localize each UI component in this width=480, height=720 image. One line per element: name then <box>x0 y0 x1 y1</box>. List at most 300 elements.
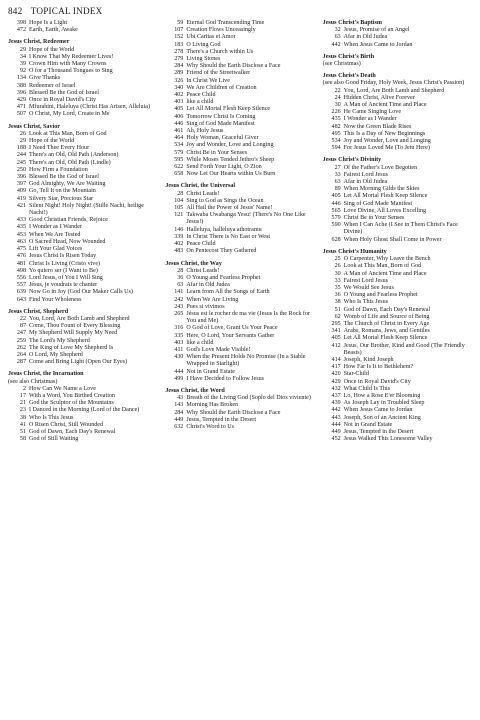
hymn-title: Blessed Be the God of Israel <box>29 174 99 181</box>
hymn-title: Fairest Lord Jesus <box>343 277 388 284</box>
hymn-number: 22 <box>334 87 341 94</box>
hymn-title: With a Word, You Birthed Creation <box>29 392 115 399</box>
hymn-title: Crown Him with Many Crowns <box>29 61 107 68</box>
hymn-number: 87 <box>19 323 26 330</box>
hymn-title: Jesus, Promise of an Angel <box>343 27 410 34</box>
hymn-title: Afar in Old Judea <box>343 179 388 186</box>
hymn-title: Go, Tell It on the Mountain <box>29 188 96 195</box>
hymn-title: A Man of Ancient Time and Place <box>343 270 427 277</box>
hymn-number: 420 <box>331 371 341 378</box>
index-entry <box>323 186 470 193</box>
hymn-number: 556 <box>16 274 26 281</box>
index-entry <box>323 436 470 443</box>
index-entry <box>165 395 312 402</box>
hymn-number: 579 <box>331 215 341 222</box>
hymn-title: Now Go in Joy (God Our Maker Calls Us) <box>29 289 133 296</box>
hymn-title: Of the Father's Love Begotten <box>343 164 418 171</box>
hymn-title: God of Still Waiting <box>29 436 79 443</box>
hymn-title: Jesus, Our Brother, Kind and Good (The Friendly Beasts) <box>343 342 465 356</box>
index-entry <box>165 340 312 347</box>
index-entry <box>323 193 470 200</box>
hymn-number: 36 <box>177 274 184 281</box>
hymn-number: 38 <box>334 299 341 306</box>
hymn-title: Sing to God as Sings the Ocean <box>186 197 264 204</box>
index-entry <box>8 275 155 282</box>
hymn-title: O Christ, My Lord, Create in Me <box>29 111 110 118</box>
hymn-number: 639 <box>16 289 26 296</box>
hymn-number: 341 <box>331 328 341 335</box>
hymn-number: 41 <box>19 421 26 428</box>
index-entry <box>8 345 155 352</box>
index-entry <box>323 386 470 393</box>
hymn-title: God of Dawn, Each Day's Renewal <box>29 428 116 435</box>
hymn-number: 397 <box>16 181 26 188</box>
hymn-title: Earth, Earth, Awake <box>29 27 78 34</box>
index-entry <box>323 314 470 321</box>
hymn-title: O Young and Fearless Prophet <box>343 292 418 299</box>
hymn-number: 63 <box>334 179 341 186</box>
index-entry <box>8 268 155 275</box>
hymn-number: 121 <box>174 212 184 219</box>
hymn-number: 429 <box>16 97 26 104</box>
index-entry <box>165 354 312 368</box>
hymn-number: 419 <box>16 195 26 202</box>
hymn-number: 38 <box>19 414 26 421</box>
hymn-title: In Christ There is No East or West <box>186 233 271 240</box>
hymn-number: 134 <box>16 75 26 82</box>
hymn-title: Jésus, je voudrais te chanter <box>29 282 98 289</box>
hymn-number: 411 <box>174 346 184 353</box>
hymn-number: 259 <box>16 337 26 344</box>
hymn-number: 335 <box>174 332 184 339</box>
hymn-title: Silent Night! Holy Night! (Stille Nacht, heilige Nacht!) <box>29 202 144 217</box>
hymn-number: 409 <box>16 188 26 195</box>
hymn-number: 406 <box>174 113 184 120</box>
hymn-title: Hope of the World <box>29 138 75 145</box>
hymn-number: 245 <box>16 159 26 166</box>
hymn-number: 244 <box>16 152 26 159</box>
index-entry <box>165 410 312 417</box>
hymn-number: 262 <box>16 344 26 351</box>
index-entry <box>165 191 312 198</box>
index-entry <box>165 325 312 332</box>
hymn-number: 565 <box>331 207 341 214</box>
index-section <box>323 20 470 49</box>
index-entry <box>8 217 155 224</box>
hymn-number: 30 <box>334 270 341 277</box>
section-heading: Jesus Christ, the Word <box>165 387 225 394</box>
section-see-also: (see also Good Friday, Holy Week, Jesus Christ's Passion) <box>322 80 465 87</box>
index-entry <box>8 174 155 181</box>
hymn-number: 453 <box>16 231 26 238</box>
hymn-number: 388 <box>16 82 26 89</box>
index-entry <box>323 429 470 436</box>
hymn-title: Come, Thou Fount of Every Blessing <box>29 323 121 330</box>
index-entry <box>8 253 155 260</box>
hymn-title: How Far Is It to Bethlehem? <box>343 364 414 371</box>
index-entry <box>165 241 312 248</box>
hymn-number: 339 <box>174 233 184 240</box>
hymn-title: Learn from All the Songs of Earth <box>186 289 270 296</box>
hymn-number: 643 <box>16 296 26 303</box>
index-entry <box>165 78 312 85</box>
hymn-title: Christ Be in Your Senses <box>186 149 248 156</box>
index-entry <box>8 246 155 253</box>
hymn-title: The King of Love My Shepherd Is <box>29 344 114 351</box>
hymn-title: Let All Mortal Flesh Keep Silence <box>186 106 271 113</box>
index-section <box>8 20 155 34</box>
hymn-title: Pues si vivimos <box>186 303 225 310</box>
hymn-number: 51 <box>19 428 26 435</box>
index-entry <box>165 198 312 205</box>
index-entry <box>165 121 312 128</box>
hymn-title: Jesus, Tempted in the Desert <box>343 428 414 435</box>
index-entry <box>323 237 470 244</box>
index-entry <box>165 171 312 178</box>
index-entry <box>323 131 470 138</box>
index-entry <box>165 333 312 340</box>
hymn-title: When Morning Gilds the Skies <box>343 186 420 193</box>
hymn-title: Hope Is a Light <box>29 20 68 26</box>
hymn-title: Who Is This Jesus <box>343 299 389 306</box>
section-heading: Jesus Christ's Death <box>322 73 376 80</box>
index-entry <box>323 172 470 179</box>
hymn-number: 264 <box>16 351 26 358</box>
hymn-title: God Almighty, We Are Waiting <box>29 181 106 188</box>
hymn-title: Jésus est le rocher de ma vie (Jesus Is the Rock for You and Me) <box>186 310 311 325</box>
hymn-title: O Risen Christ, Still Wounded <box>29 421 104 428</box>
section-heading: Jesus Christ's Humanity <box>322 248 387 255</box>
hymn-number: 34 <box>19 53 26 60</box>
hymn-title: Now the Green Blade Rises <box>343 123 412 130</box>
section-heading: Jesus Christ, Shepherd <box>8 308 69 315</box>
index-entry <box>323 95 470 102</box>
hymn-number: 104 <box>174 197 184 204</box>
hymn-number: 482 <box>331 123 341 130</box>
hymn-title: Here, O Lord, Your Servants Gather <box>186 332 275 339</box>
hymn-number: 340 <box>174 84 184 91</box>
hymn-title: A Man of Ancient Time and Place <box>343 102 427 109</box>
hymn-number: 278 <box>174 48 184 55</box>
index-entry <box>323 263 470 270</box>
hymn-number: 446 <box>331 200 341 207</box>
hymn-number: 433 <box>16 217 26 224</box>
hymn-number: 141 <box>174 289 184 296</box>
hymn-title: My Shepherd Will Supply My Need <box>29 330 118 337</box>
hymn-title: I Wonder as I Wander <box>343 116 397 123</box>
index-section <box>8 39 155 118</box>
hymn-number: 39 <box>19 61 26 68</box>
hymn-title: Joseph, Kind Joseph <box>343 356 394 363</box>
hymn-title: You, Lord, Are Both Lamb and Shepherd <box>29 315 130 322</box>
hymn-number: 442 <box>331 407 341 414</box>
index-entry <box>323 292 470 299</box>
hymn-title: Joy and Wonder, Love and Longing <box>186 142 274 149</box>
hymn-number: 25 <box>334 256 341 263</box>
hymn-number: 595 <box>174 156 184 163</box>
hymn-title: Redeemer of Israel <box>29 82 76 89</box>
hymn-title: Womb of Life and Source of Being <box>343 313 430 320</box>
hymn-title: The Lord's My Shepherd <box>29 337 90 344</box>
hymn-number: 43 <box>177 395 184 402</box>
hymn-number: 417 <box>331 364 341 371</box>
index-entry <box>8 261 155 268</box>
hymn-title: What Child Is This <box>343 385 391 392</box>
hymn-title: We Would See Jesus <box>343 284 394 291</box>
hymn-number: 26 <box>334 263 341 270</box>
hymn-title: Christ Be in Your Senses <box>343 215 405 222</box>
hymn-number: 27 <box>334 164 341 171</box>
hymn-number: 17 <box>19 392 26 399</box>
index-entry <box>8 20 155 27</box>
index-entry <box>165 85 312 92</box>
index-entry <box>323 343 470 357</box>
hymn-title: We Are Children of Creation <box>186 84 257 91</box>
hymn-number: 36 <box>334 292 341 299</box>
hymn-number: 435 <box>16 224 26 231</box>
hymn-number: 396 <box>16 89 26 96</box>
hymn-title: Jesus Walked This Lonesome Valley <box>343 436 433 443</box>
hymn-number: 461 <box>174 128 184 135</box>
index-entry <box>323 34 470 41</box>
hymn-title: O Young and Fearless Prophet <box>186 274 261 281</box>
hymn-number: 188 <box>16 145 26 152</box>
index-entry <box>8 181 155 188</box>
hymn-number: 2 <box>22 385 26 392</box>
index-columns <box>8 20 470 448</box>
index-entry <box>8 167 155 174</box>
hymn-title: How Can We Name a Love <box>29 385 96 392</box>
hymn-number: 444 <box>331 421 341 428</box>
section-see-also: (see Christmas) <box>322 61 361 68</box>
hymn-title: Holy Woman, Graceful Giver <box>186 135 259 142</box>
hymn-number: 247 <box>16 330 26 337</box>
index-entry <box>323 145 470 152</box>
index-entry <box>323 321 470 328</box>
hymn-number: 421 <box>16 202 26 209</box>
hymn-title: This Is a Day of New Beginnings <box>343 130 426 137</box>
hymn-title: O Living God <box>186 41 221 48</box>
index-entry <box>8 111 155 118</box>
index-column-1 <box>8 20 155 448</box>
hymn-number: 107 <box>174 27 184 34</box>
index-entry <box>323 165 470 172</box>
index-section <box>8 309 155 367</box>
index-entry <box>165 376 312 383</box>
index-entry <box>323 415 470 422</box>
index-entry <box>165 20 312 27</box>
hymn-title: Love Divine, All Loves Excelling <box>343 207 427 214</box>
hymn-number: 475 <box>16 246 26 253</box>
index-entry <box>165 311 312 325</box>
index-entry <box>165 114 312 121</box>
hymn-number: 92 <box>19 68 26 75</box>
hymn-title: When We Are Tested <box>29 231 81 238</box>
hymn-title: Lift Your Glad Voices <box>29 246 83 253</box>
hymn-number: 437 <box>331 392 341 399</box>
hymn-title: Star-Child <box>343 371 369 378</box>
hymn-number: 242 <box>174 296 184 303</box>
hymn-title: I Wonder as I Wander <box>29 224 82 231</box>
hymn-title: Blessed Be the God of Israel <box>29 89 99 96</box>
index-entry <box>165 424 312 431</box>
index-column-3 <box>323 20 470 448</box>
hymn-number: 89 <box>334 186 341 193</box>
index-entry <box>165 49 312 56</box>
index-entry <box>323 422 470 429</box>
index-entry <box>8 232 155 239</box>
hymn-title: Send Forth Your Light, O Zion <box>186 164 262 171</box>
hymn-number: 33 <box>334 171 341 178</box>
index-entry <box>165 289 312 296</box>
hymn-number: 22 <box>19 315 26 322</box>
hymn-title: Lo, How a Rose E'er Blooming <box>343 392 421 399</box>
hymn-title: Friend of the Streetwalker <box>186 70 251 77</box>
hymn-title: O Sacred Head, Now Wounded <box>29 238 106 245</box>
hymn-number: 326 <box>174 77 184 84</box>
hymn-title: The Church of Christ in Every Age <box>343 320 430 327</box>
index-entry <box>165 70 312 77</box>
index-section <box>323 157 470 243</box>
hymn-number: 435 <box>331 116 341 123</box>
section-see-also: (see also Christmas) <box>8 378 58 385</box>
index-entry <box>8 224 155 231</box>
hymn-number: 35 <box>334 284 341 291</box>
index-entry <box>165 99 312 106</box>
hymn-number: 289 <box>174 70 184 77</box>
hymn-title: Now Let Our Hearts within Us Burn <box>186 171 276 178</box>
index-entry <box>323 371 470 378</box>
index-column-2 <box>165 20 312 448</box>
hymn-title: Find Your Wholeness <box>29 296 82 303</box>
hymn-title: Look at This Man, Born of God <box>29 130 107 137</box>
section-heading: Jesus Christ, the Way <box>165 260 222 267</box>
index-entry <box>323 335 470 342</box>
hymn-title: Morning Has Broken <box>186 402 239 409</box>
index-entry <box>165 268 312 275</box>
hymn-number: 507 <box>16 111 26 118</box>
hymn-title: Takwaba Uwabanga Yesu! (There's No One Like Jesus!) <box>186 212 306 226</box>
hymn-title: God the Sculptor of the Mountains <box>29 400 114 407</box>
hymn-title: Silvery Star, Precious Star <box>29 195 94 202</box>
hymn-title: On Pentecost They Gathered <box>186 248 257 255</box>
hymn-number: 250 <box>16 166 26 173</box>
index-entry <box>165 92 312 99</box>
hymn-number: 429 <box>331 378 341 385</box>
index-entry <box>8 297 155 304</box>
index-entry <box>8 104 155 111</box>
index-entry <box>323 307 470 314</box>
index-entry <box>165 369 312 376</box>
hymn-number: 403 <box>174 99 184 106</box>
hymn-title: Jesus Christ Is Risen Today <box>29 253 97 260</box>
index-section <box>8 124 155 304</box>
hymn-title: How Firm a Foundation <box>29 166 88 173</box>
hymn-number: 287 <box>16 359 26 366</box>
hymn-title: Arabs, Romans, Jews, and Gentiles <box>343 328 430 335</box>
index-entry <box>8 160 155 167</box>
hymn-title: Why Should the Earth Disclose a Face <box>186 63 281 70</box>
index-entry <box>165 248 312 255</box>
page-title: TOPICAL INDEX <box>30 6 103 16</box>
hymn-title: Hope of the World <box>29 46 75 53</box>
hymn-title: All Hail the Power of Jesus' Name! <box>186 205 273 212</box>
index-section <box>323 54 470 68</box>
index-entry <box>8 188 155 195</box>
hymn-number: 476 <box>16 253 26 260</box>
section-heading: Jesus Christ, the Universal <box>165 183 236 190</box>
index-entry <box>165 402 312 409</box>
index-entry <box>323 109 470 116</box>
index-entry <box>323 299 470 306</box>
hymn-title: There's a Church within Us <box>186 48 254 55</box>
index-entry <box>323 271 470 278</box>
hymn-title: Lord Jesus, of You I Will Sing <box>29 274 103 281</box>
hymn-title: Once in Royal David's City <box>29 97 97 104</box>
hymn-title: Christ Is Living (Cristo vive) <box>29 260 101 267</box>
page-number: 842 <box>8 6 23 16</box>
hymn-title: I Have Decided to Follow Jesus <box>186 375 265 382</box>
hymn-title: Let All Mortal Flesh Keep Silence <box>343 335 428 342</box>
hymn-title: Christ's Word to Us <box>186 423 235 430</box>
hymn-number: 398 <box>16 20 26 26</box>
index-entry <box>165 106 312 113</box>
hymn-number: 265 <box>174 310 184 317</box>
hymn-title: There's an Old, Old Path (Anderson) <box>29 152 119 159</box>
hymn-title: Why Should the Earth Disclose a Face <box>186 409 281 416</box>
hymn-number: 594 <box>331 145 341 152</box>
index-entry <box>323 179 470 186</box>
index-entry <box>8 359 155 366</box>
hymn-title: O for a Thousand Tongues to Sing <box>29 68 113 75</box>
hymn-title: like a child <box>186 99 214 106</box>
hymn-title: There's an Old, Old Path (Lindle) <box>29 159 111 166</box>
index-section <box>165 183 312 255</box>
hymn-title: I Know That My Redeemer Lives! <box>29 53 114 60</box>
hymn-number: 443 <box>331 414 341 421</box>
index-entry <box>8 54 155 61</box>
hymn-number: 464 <box>174 135 184 142</box>
hymn-number: 402 <box>174 241 184 248</box>
hymn-title: When We Are Living <box>186 296 239 303</box>
index-entry <box>165 34 312 41</box>
hymn-number: 24 <box>334 94 341 101</box>
section-heading: Jesus Christ's Birth <box>322 53 375 60</box>
hymn-number: 449 <box>331 428 341 435</box>
hymn-title: God of Dawn, Each Day's Renewal <box>343 306 431 313</box>
index-entry <box>323 102 470 109</box>
index-entry <box>323 285 470 292</box>
hymn-title: Let All Mortal Flesh Keep Silence <box>343 193 428 200</box>
hymn-number: 414 <box>331 356 341 363</box>
page-header <box>8 4 470 18</box>
index-entry <box>8 386 155 393</box>
index-entry <box>8 203 155 217</box>
index-entry <box>323 400 470 407</box>
section-heading: Jesus Christ, Redeemer <box>8 39 70 46</box>
hymn-number: 33 <box>334 277 341 284</box>
hymn-title: You, Lord, Are Both Lamb and Shepherd <box>343 87 445 94</box>
hymn-title: Not in Grand Estate <box>343 421 393 428</box>
hymn-title: As Joseph Lay in Troubled Sleep <box>343 400 425 407</box>
index-section <box>165 20 312 178</box>
hymn-number: 21 <box>19 400 26 407</box>
hymn-title: When Holy Ghost Shall Come in Power <box>343 236 442 243</box>
index-entry <box>8 407 155 414</box>
hymn-number: 23 <box>19 407 26 414</box>
index-entry <box>323 328 470 335</box>
index-entry <box>8 138 155 145</box>
